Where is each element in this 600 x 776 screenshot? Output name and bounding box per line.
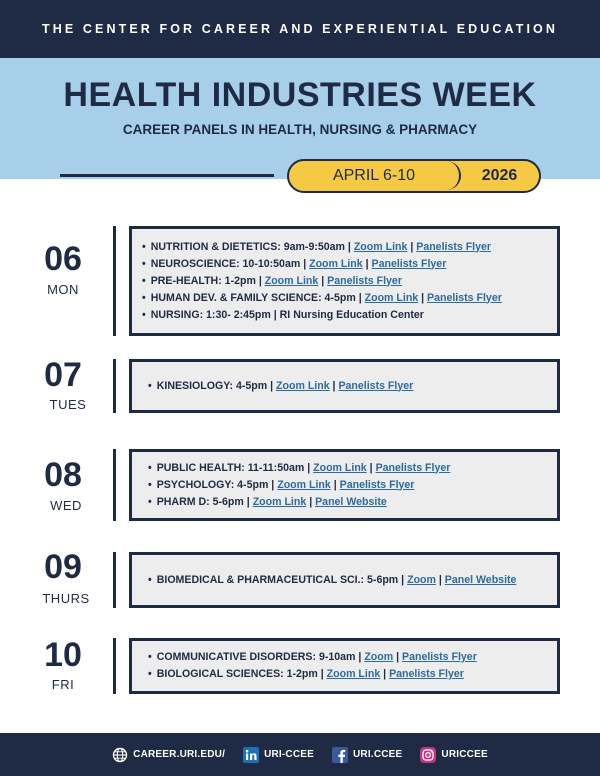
day-name: MON: [47, 282, 79, 297]
separator: |: [362, 257, 372, 270]
day-panel: [129, 226, 560, 336]
day-name: FRI: [51, 677, 75, 692]
linkedin-icon: [243, 747, 259, 763]
zoom-link[interactable]: Zoom Link: [276, 379, 330, 392]
flyer-link[interactable]: Panelists Flyer: [402, 651, 477, 663]
flyer-link[interactable]: Panelists Flyer: [371, 257, 447, 270]
day-number: 06: [44, 240, 82, 278]
day-number: 07: [44, 356, 82, 394]
facebook-icon: [332, 747, 348, 763]
event-text: PHARM D: 5-6pm |: [156, 495, 253, 508]
zoom-link[interactable]: Zoom Link: [313, 461, 367, 474]
event-item: [148, 666, 477, 683]
event-text: HUMAN DEV. & FAMILY SCIENCE: 4-5pm |: [150, 291, 365, 304]
date-range: APRIL 6-10: [289, 161, 461, 190]
event-text: KINESIOLOGY: 4-5pm |: [156, 379, 277, 392]
page-subtitle: CAREER PANELS IN HEALTH, NURSING & PHARMACY: [122, 122, 478, 137]
event-text: NEUROSCIENCE: 10-10:50am |: [150, 257, 310, 270]
separator: |: [329, 379, 339, 392]
day-panel: [129, 359, 560, 413]
day-name: THURS: [42, 591, 90, 606]
instagram-item[interactable]: [420, 747, 487, 763]
separator: |: [330, 478, 340, 491]
event-item: [148, 378, 413, 395]
date-badge: [287, 159, 541, 193]
event-item: [142, 307, 502, 324]
facebook-text: URI.CCEE: [353, 749, 403, 760]
website-link[interactable]: Panel Website: [444, 573, 517, 586]
website-item[interactable]: [112, 747, 225, 763]
separator: |: [435, 573, 445, 586]
separator: |: [418, 291, 428, 304]
day-panel: [129, 449, 560, 521]
flyer-link[interactable]: Panelists Flyer: [416, 240, 492, 253]
linkedin-text: URI-CCEE: [264, 749, 315, 760]
separator: |: [366, 461, 376, 474]
instagram-icon: [420, 747, 436, 763]
event-item: [148, 572, 516, 589]
separator: |: [393, 651, 403, 663]
globe-icon: [112, 747, 128, 763]
website-link[interactable]: Panel Website: [315, 495, 387, 508]
top-banner: [0, 0, 600, 58]
event-text: BIOLOGICAL SCIENCES: 1-2pm |: [156, 668, 327, 680]
zoom-link[interactable]: Zoom Link: [364, 291, 419, 304]
day-divider: [113, 638, 116, 694]
event-list: [148, 572, 516, 589]
event-text: PSYCHOLOGY: 4-5pm |: [156, 478, 278, 491]
event-list: [142, 239, 502, 324]
event-item: [148, 477, 450, 494]
event-item: [142, 273, 502, 290]
event-item: [142, 290, 502, 307]
footer-bar: [0, 733, 600, 776]
page-title: HEALTH INDUSTRIES WEEK: [63, 76, 537, 114]
event-text: PRE-HEALTH: 1-2pm |: [150, 274, 265, 287]
event-list: [148, 378, 413, 395]
day-divider: [113, 552, 116, 608]
day-number: 10: [44, 636, 82, 674]
zoom-link[interactable]: Zoom Link: [252, 495, 307, 508]
zoom-link[interactable]: Zoom Link: [353, 240, 408, 253]
flyer-link[interactable]: Panelists Flyer: [339, 478, 415, 491]
facebook-item[interactable]: [332, 747, 402, 763]
zoom-link[interactable]: Zoom Link: [326, 668, 381, 680]
day-number: 08: [44, 456, 82, 494]
day-name: WED: [50, 498, 82, 513]
org-name: THE CENTER FOR CAREER AND EXPERIENTIAL EDUCATION: [42, 22, 558, 36]
event-text: COMMUNICATIVE DISORDERS: 9-10am |: [156, 651, 365, 663]
date-divider: [60, 174, 274, 177]
zoom-link[interactable]: Zoom Link: [309, 257, 363, 270]
zoom-link[interactable]: Zoom: [364, 651, 394, 663]
separator: |: [318, 274, 328, 287]
separator: |: [380, 668, 390, 680]
date-year: 2026: [481, 167, 518, 184]
event-text: BIOMEDICAL & PHARMACEUTICAL SCI.: 5-6pm |: [156, 573, 408, 586]
event-item: [142, 256, 502, 273]
event-item: [148, 460, 450, 477]
separator: |: [407, 240, 417, 253]
event-list: [148, 460, 450, 511]
separator: |: [306, 495, 316, 508]
day-divider: [113, 449, 116, 521]
event-item: [148, 494, 450, 511]
flyer-link[interactable]: Panelists Flyer: [338, 379, 414, 392]
day-panel: [129, 638, 560, 694]
zoom-link[interactable]: Zoom Link: [277, 478, 331, 491]
website-text: CAREER.URI.EDU/: [133, 749, 226, 760]
day-divider: [113, 226, 116, 336]
event-item: [148, 649, 477, 666]
linkedin-item[interactable]: [243, 747, 314, 763]
flyer-link[interactable]: Panelists Flyer: [375, 461, 451, 474]
flyer-link[interactable]: Panelists Flyer: [389, 668, 464, 680]
event-text: NURSING: 1:30- 2:45pm | RI Nursing Education Center: [150, 308, 424, 321]
day-number: 09: [44, 548, 82, 586]
instagram-text: URICCEE: [441, 749, 488, 760]
event-item: [142, 239, 502, 256]
event-list: [148, 649, 477, 683]
event-text: PUBLIC HEALTH: 11-11:50am |: [156, 461, 314, 474]
event-text: NUTRITION & DIETETICS: 9am-9:50am |: [150, 240, 354, 253]
zoom-link[interactable]: Zoom: [407, 573, 436, 586]
zoom-link[interactable]: Zoom Link: [264, 274, 319, 287]
flyer-link[interactable]: Panelists Flyer: [327, 274, 402, 287]
flyer-link[interactable]: Panelists Flyer: [427, 291, 502, 304]
day-name: TUES: [49, 397, 87, 412]
day-panel: [129, 552, 560, 608]
day-divider: [113, 359, 116, 413]
